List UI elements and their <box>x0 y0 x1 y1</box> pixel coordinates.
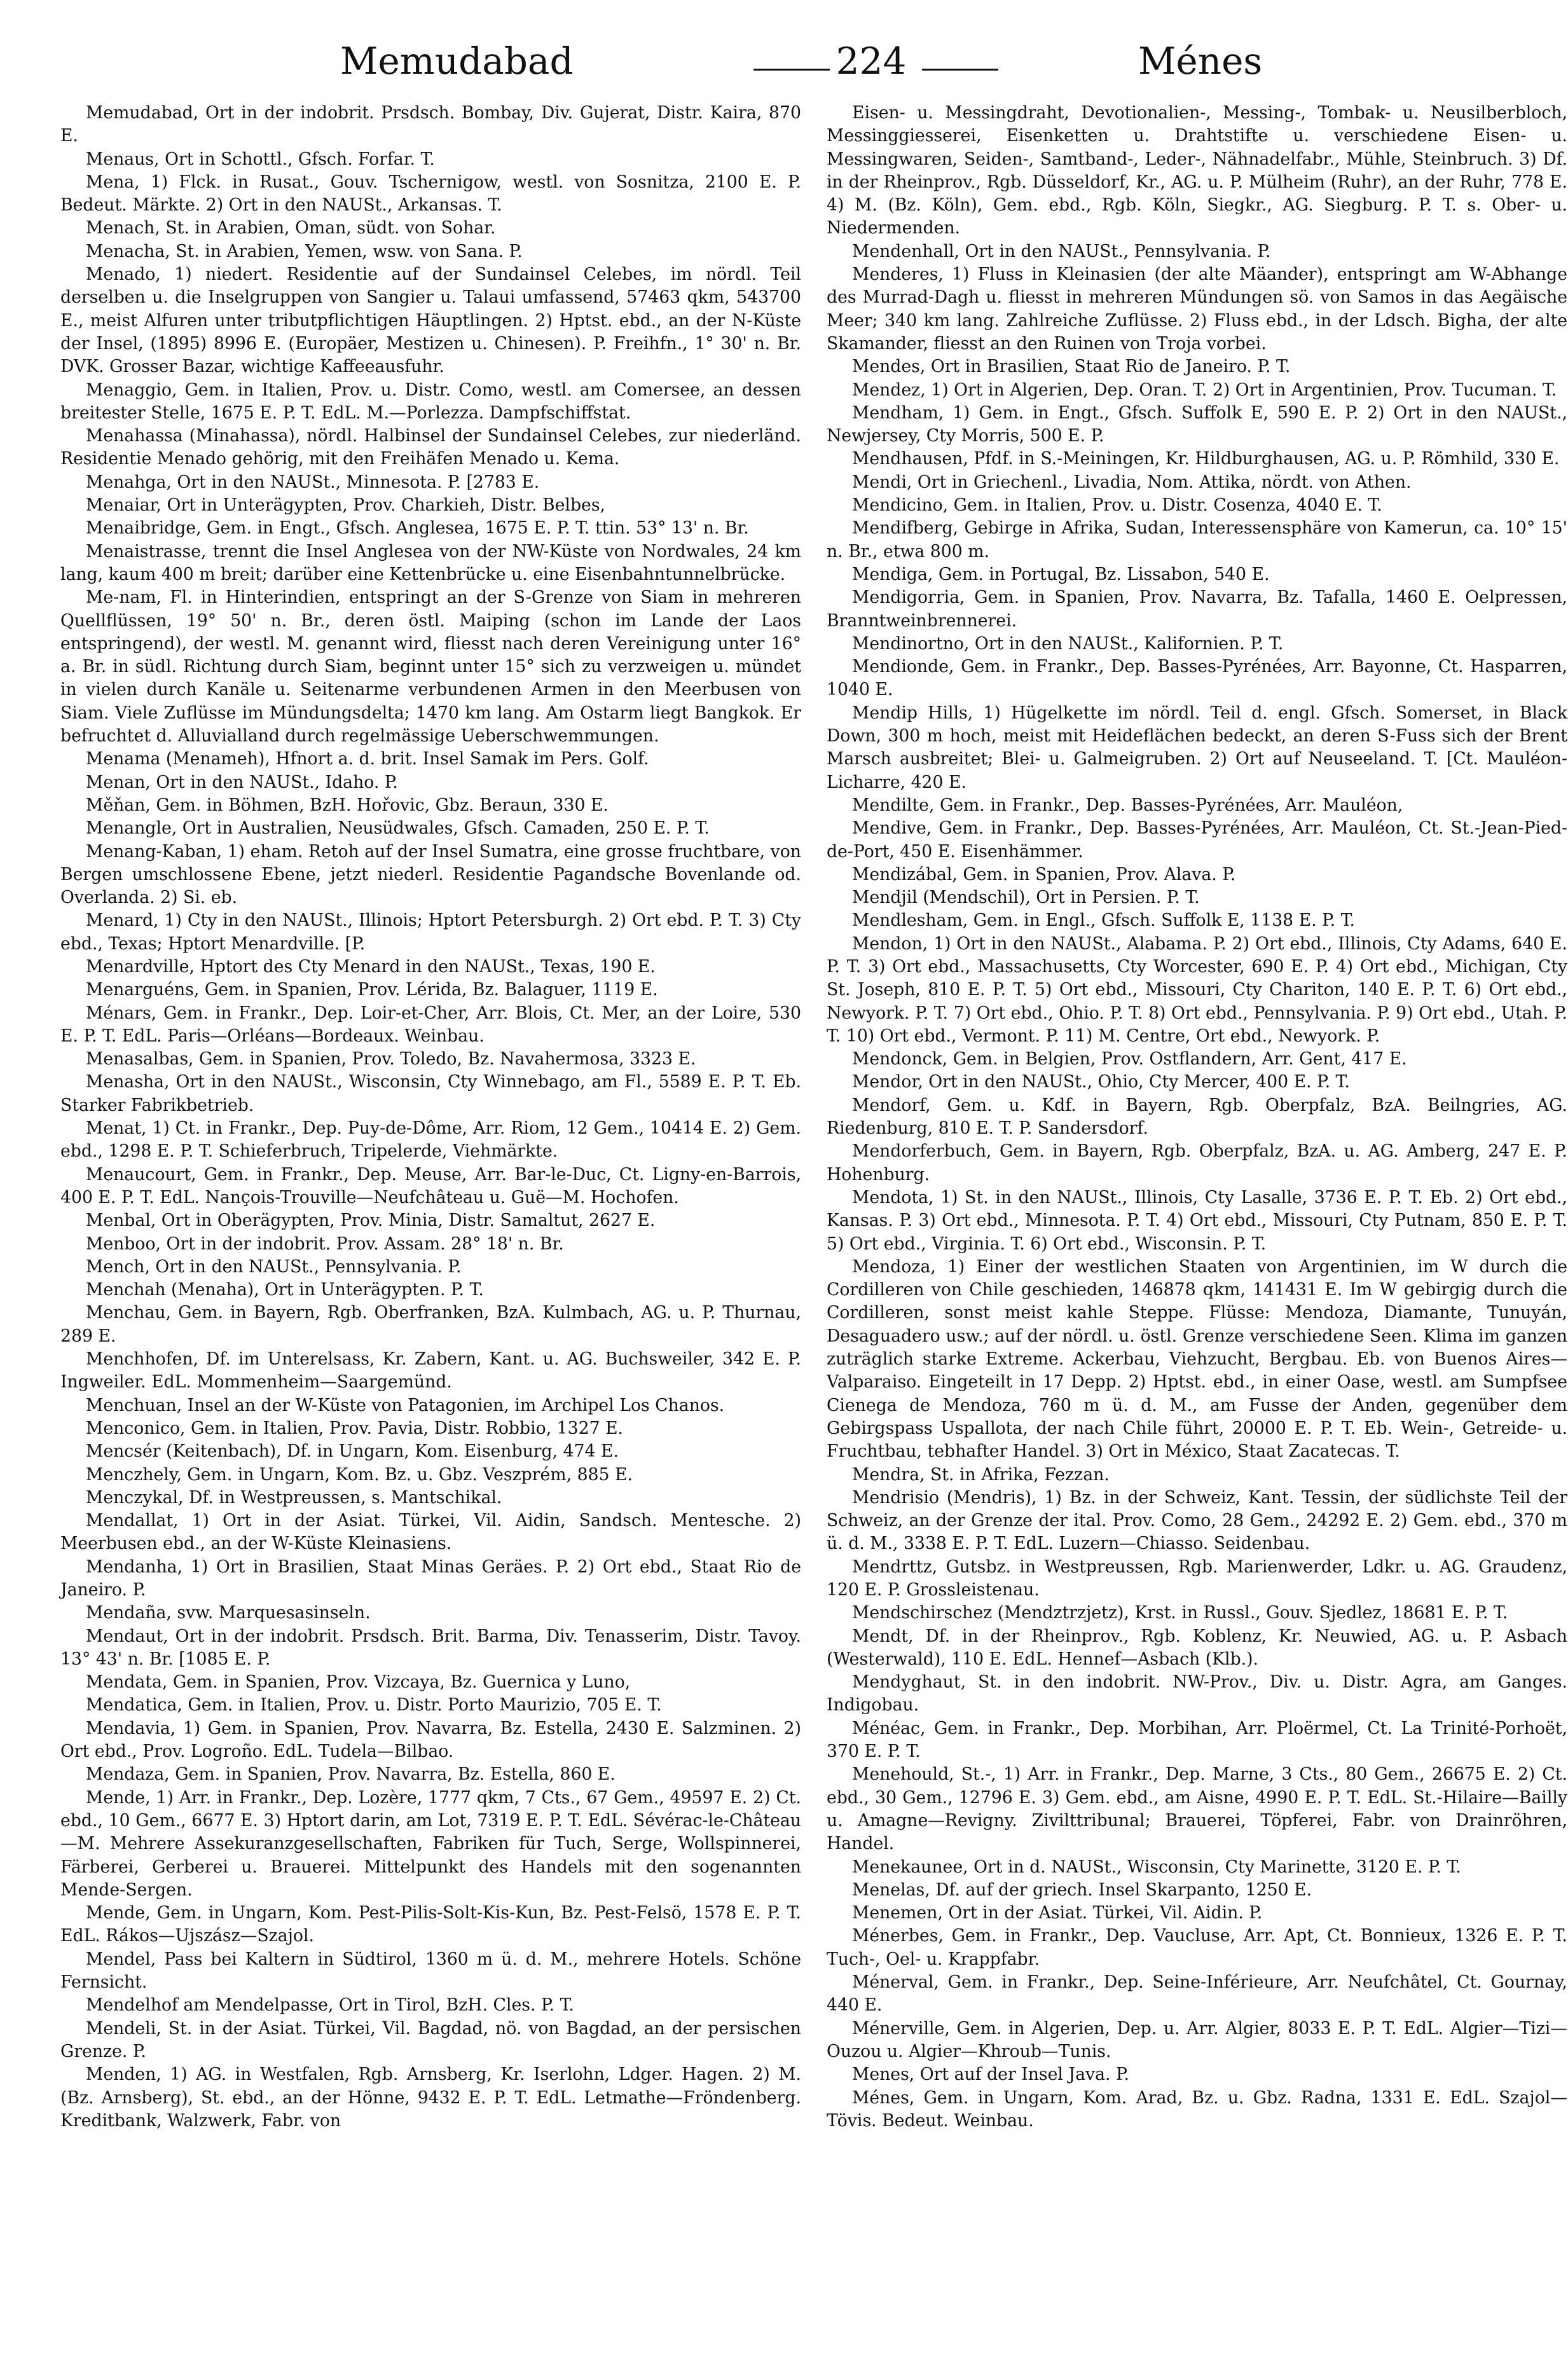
gazetteer-entry: Mendiga, Gem. in Portugal, Bz. Lissabon, 540 E. <box>852 564 1270 584</box>
gazetteer-entry: Ménerville, Gem. in Algerien, Dep. u. Arr. Algier, 8033 E. P. T. EdL. Algier—Tizi—Ouzou u. Algier—Khroub—Tunis. <box>827 2018 1567 2061</box>
gazetteer-entry: Mendschirschez (Mendztrzjetz), Krst. in Russl., Gouv. Sjedlez, 18681 E. P. T. <box>852 1603 1508 1623</box>
gazetteer-entry: Menchah (Menaha), Ort in Unterägypten. P. T. <box>86 1280 484 1300</box>
gazetteer-entry: Menacha, St. in Arabien, Yemen, wsw. von Sana. P. <box>86 241 523 261</box>
gazetteer-entry: Menat, 1) Ct. in Frankr., Dep. Puy-de-Dôme, Arr. Riom, 12 Gem., 10414 E. 2) Gem. ebd., 1298 E. P. T. Schieferbruch, Tripelerde, Viehmärkte. <box>60 1118 801 1162</box>
gazetteer-entry: Mendaza, Gem. in Spanien, Prov. Navarra, Bz. Estella, 860 E. <box>86 1764 616 1785</box>
gazetteer-entry: Menconico, Gem. in Italien, Prov. Pavia, Distr. Robbio, 1327 E. <box>86 1418 624 1438</box>
gazetteer-entry: Menehould, St.-, 1) Arr. in Frankr., Dep. Marne, 3 Cts., 80 Gem., 26675 E. 2) Ct. ebd., 30 Gem., 12796 E. 3) Gem. ebd., am Aisne, 4990 E. P. T. EdL. St.-Hilaire—Bailly u. Amagne—Revigny. Zivilttribunal; Brauerei, Töpferei, Fabr. von Drainröhren, Handel. <box>827 1764 1567 1854</box>
gazetteer-entry: Mendatica, Gem. in Italien, Prov. u. Distr. Porto Maurizio, 705 E. T. <box>86 1695 662 1715</box>
gazetteer-entry: Mendeli, St. in der Asiat. Türkei, Vil. Bagdad, nö. von Bagdad, an der persischen Grenze. P. <box>60 2018 801 2061</box>
gazetteer-entry: Menama (Menameh), Hfnort a. d. brit. Insel Samak im Pers. Golf. <box>86 749 649 769</box>
gazetteer-entry: Menaiar, Ort in Unterägypten, Prov. Charkieh, Distr. Belbes, <box>86 495 606 516</box>
gazetteer-entry: Menekaunee, Ort in d. NAUSt., Wisconsin, Cty Marinette, 3120 E. P. T. <box>852 1857 1461 1877</box>
gazetteer-entry: Menczykal, Df. in Westpreussen, s. Mantschikal. <box>86 1487 502 1508</box>
gazetteer-entry: Menchau, Gem. in Bayern, Rgb. Oberfranken, BzA. Kulmbach, AG. u. P. Thurnau, 289 E. <box>60 1303 801 1346</box>
gazetteer-entry: Mendavia, 1) Gem. in Spanien, Prov. Navarra, Bz. Estella, 2430 E. Salzminen. 2) Ort ebd., Prov. Logroño. EdL. Tudela—Bilbao. <box>60 1718 801 1762</box>
gazetteer-entry: Mench, Ort in den NAUSt., Pennsylvania. P. <box>86 1256 462 1277</box>
gazetteer-entry: Mendjil (Mendschil), Ort in Persien. P. T. <box>852 888 1200 908</box>
gazetteer-entry: Mendifberg, Gebirge in Afrika, Sudan, Interessensphäre von Kamerun, ca. 10° 15' n. Br., etwa 800 m. <box>827 518 1567 561</box>
gazetteer-entry: Menboo, Ort in der indobrit. Prov. Assam. 28° 18' n. Br. <box>86 1234 564 1254</box>
gazetteer-entry: Mendive, Gem. in Frankr., Dep. Basses-Pyrénées, Arr. Mauléon, Ct. St.-Jean-Pied-de-Port, 450 E. Eisenhämmer. <box>827 818 1567 862</box>
running-head-left: Memudabad <box>340 39 574 83</box>
gazetteer-entry: Mendinortno, Ort in den NAUSt., Kalifornien. P. T. <box>852 633 1284 654</box>
gazetteer-entry: Menaibridge, Gem. in Engt., Gfsch. Anglesea, 1675 E. P. T. ttin. 53° 13' n. Br. <box>86 518 749 539</box>
gazetteer-entry: Menan, Ort in den NAUSt., Idaho. P. <box>86 772 398 792</box>
gazetteer-entry: Menczhely, Gem. in Ungarn, Kom. Bz. u. Gbz. Veszprém, 885 E. <box>86 1464 633 1485</box>
gazetteer-entry: Mendham, 1) Gem. in Engt., Gfsch. Suffolk E, 590 E. P. 2) Ort in den NAUSt., Newjersey, Cty Morris, 500 E. P. <box>827 402 1567 446</box>
gazetteer-entry: Mendip Hills, 1) Hügelkette im nördl. Teil d. engl. Gfsch. Somerset, in Black Down, 300 m hoch, meist mit Heideflächen bedeckt, an deren S-Fuss sich der Brent Marsch ausbreitet; Blei- u. Galmeigruben. 2) Ort auf Neuseeland. T. [Ct. Mauléon-Licharre, 420 E. <box>827 703 1567 792</box>
gazetteer-entry: Měňan, Gem. in Böhmen, BzH. Hořovic, Gbz. Beraun, 330 E. <box>86 795 609 815</box>
gazetteer-entry: Ménerbes, Gem. in Frankr., Dep. Vaucluse, Arr. Apt, Ct. Bonnieux, 1326 E. P. T. Tuch-, Oel- u. Krappfabr. <box>827 1926 1567 1969</box>
gazetteer-entry: Mendrttz, Gutsbz. in Westpreussen, Rgb. Marienwerder, Ldkr. u. AG. Graudenz, 120 E. P. Grossleistenau. <box>827 1557 1567 1600</box>
gazetteer-entry: Mendizábal, Gem. in Spanien, Prov. Alava. P. <box>852 864 1236 884</box>
gazetteer-entry: Mendor, Ort in den NAUSt., Ohio, Cty Mercer, 400 E. P. T. <box>852 1072 1350 1092</box>
gazetteer-entry: Menaus, Ort in Schottl., Gfsch. Forfar. T. <box>86 149 435 169</box>
gazetteer-entry: Mendra, St. in Afrika, Fezzan. <box>852 1464 1110 1485</box>
gazetteer-entry: Menchuan, Insel an der W-Küste von Patagonien, im Archipel Los Chanos. <box>86 1395 725 1415</box>
gazetteer-entry: Menasalbas, Gem. in Spanien, Prov. Toledo, Bz. Navahermosa, 3323 E. <box>86 1049 696 1069</box>
gazetteer-entry: Menach, St. in Arabien, Oman, südt. von Sohar. <box>86 218 496 238</box>
gazetteer-entry: Menes, Ort auf der Insel Java. P. <box>852 2065 1130 2085</box>
gazetteer-entry: Mende, 1) Arr. in Frankr., Dep. Lozère, 1777 qkm, 7 Cts., 67 Gem., 49597 E. 2) Ct. ebd., 10 Gem., 6677 E. 3) Hptort darin, am Lot, 7319 E. P. T. EdL. Sévérac-le-Château—M. Mehrere Assekuranzgesellschaften, Fabriken für Tuch, Serge, Wollspinnerei, Färberei, Gerberei u. Brauerei. Mittelpunkt des Handels mit den sogenannten Mende-Sergen. <box>60 1787 801 1900</box>
gazetteer-entry: Menaggio, Gem. in Italien, Prov. u. Distr. Como, westl. am Comersee, an dessen breitester Stelle, 1675 E. P. T. EdL. M.—Porlezza. Dampfschiffstat. <box>60 380 801 423</box>
gazetteer-entry: Menado, 1) niedert. Residentie auf der Sundainsel Celebes, im nördl. Teil derselben u. die Inselgruppen von Sangier u. Talaui umfassend, 57463 qkm, 543700 E., meist Alfuren unter tributpflichtigen Häuptlingen. 2) Hptst. ebd., an der N-Küste der Insel, (1895) 8996 E. (Europäer, Mestizen u. Chinesen). P. Freihfn., 1° 30' n. Br. DVK. Grosser Bazar, wichtige Kaffeeausfuhr. <box>60 265 801 377</box>
gazetteer-entry: Menaistrasse, trennt die Insel Anglesea von der NW-Küste von Nordwales, 24 km lang, kaum 400 m breit; darüber eine Kettenbrücke u. eine Eisenbahntunnelbrücke. <box>60 541 801 584</box>
gazetteer-entry: Menasha, Ort in den NAUSt., Wisconsin, Cty Winnebago, am Fl., 5589 E. P. T. Eb. Starker Fabrikbetrieb. <box>60 1072 801 1115</box>
gazetteer-entry: Mendonck, Gem. in Belgien, Prov. Ostflandern, Arr. Gent, 417 E. <box>852 1049 1407 1069</box>
gazetteer-entry: Mendlesham, Gem. in Engl., Gfsch. Suffolk E, 1138 E. P. T. <box>852 911 1355 931</box>
gazetteer-entry: Mendel, Pass bei Kaltern in Südtirol, 1360 m ü. d. M., mehrere Hotels. Schöne Fernsicht. <box>60 1949 801 1993</box>
gazetteer-entry: Mendoza, 1) Einer der westlichen Staaten von Argentinien, im W durch die Cordilleren von Chile geschieden, 146878 qkm, 141431 E. Im W gebirgig durch die Cordilleren, sonst meist kahle Steppe. Flüsse: Mendoza, Diamante, Tunuyán, Desaguadero usw.; auf der nördl. u. östl. Grenze verschiedene Seen. Klima im ganzen zuträglich starke Extreme. Ackerbau, Viehzucht, Bergbau. Eb. von Buenos Aires—Valparaiso. Eingeteilt in 17 Depp. 2) Hptst. ebd., in einer Oase, westl. am Sumpfsee Cienega de Mendoza, 760 m ü. d. M., am Fusse der Anden, gegenüber dem Gebirgspass Uspallota, der nach Chile führt, 20000 E. P. T. Eb. Wein-, Getreide- u. Fruchtbau, tebhafter Handel. 3) Ort in México, Staat Zacatecas. T. <box>827 1256 1567 1462</box>
gazetteer-entry: Mendaut, Ort in der indobrit. Prsdsch. Brit. Barma, Div. Tenasserim, Distr. Tavoy. 13° 43' n. Br. [1085 E. P. <box>60 1626 801 1669</box>
gazetteer-entry: Ménes, Gem. in Ungarn, Kom. Arad, Bz. u. Gbz. Radna, 1331 E. EdL. Szajol—Tövis. Bedeut. Weinbau. <box>827 2087 1567 2131</box>
running-head-right: Ménes <box>1138 39 1263 83</box>
gazetteer-entry: Mendota, 1) St. in den NAUSt., Illinois, Cty Lasalle, 3736 E. P. T. Eb. 2) Ort ebd., Kansas. P. 3) Ort ebd., Minnesota. P. T. 4) Ort ebd., Missouri, Cty Putnam, 850 E. P. T. 5) Ort ebd., Virginia. T. 6) Ort ebd., Wisconsin. P. T. <box>827 1187 1567 1254</box>
gazetteer-entry: Menahassa (Minahassa), nördl. Halbinsel der Sundainsel Celebes, zur niederländ. Residentie Menado gehörig, mit den Freihäfen Menado u. Kema. <box>60 426 801 469</box>
gazetteer-entry: Mendon, 1) Ort in den NAUSt., Alabama. P. 2) Ort ebd., Illinois, Cty Adams, 640 E. P. T. 3) Ort ebd., Massachusetts, Cty Worcester, 690 E. P. 4) Ort ebd., Michigan, Cty St. Joseph, 810 E. P. T. 5) Ort ebd., Missouri, Cty Chariton, 140 E. P. T. 6) Ort ebd., Newyork. P. T. 7) Ort ebd., Ohio. P. T. 8) Ort ebd., Pennsylvania. P. 9) Ort ebd., Utah. P. T. 10) Ort ebd., Vermont. P. 11) M. Centre, Ort ebd., Newyork. P. <box>827 933 1567 1046</box>
gazetteer-entry: Menang-Kaban, 1) eham. Retoh auf der Insel Sumatra, eine grosse fruchtbare, von Bergen umschlossene Ebene, jetzt niederl. Residentie Pagandsche Bovenlande od. Overlanda. 2) Si. eb. <box>60 841 801 908</box>
gazetteer-entry: Mende, Gem. in Ungarn, Kom. Pest-Pilis-Solt-Kis-Kun, Bz. Pest-Felsö, 1578 E. P. T. EdL. Rákos—Ujszász—Szajol. <box>60 1903 801 1946</box>
gazetteer-entry: Menelas, Df. auf der griech. Insel Skarpanto, 1250 E. <box>852 1880 1312 1900</box>
gazetteer-entry: Mendt, Df. in der Rheinprov., Rgb. Koblenz, Kr. Neuwied, AG. u. P. Asbach (Westerwald), 110 E. EdL. Hennef—Asbach (Klb.). <box>827 1626 1567 1669</box>
gazetteer-entry: Menardville, Hptort des Cty Menard in den NAUSt., Texas, 190 E. <box>86 956 656 977</box>
gazetteer-entry: Mendanha, 1) Ort in Brasilien, Staat Minas Geräes. P. 2) Ort ebd., Staat Rio de Janeiro. P. <box>60 1557 801 1600</box>
gazetteer-entry: Menbal, Ort in Oberägypten, Prov. Minia, Distr. Samaltut, 2627 E. <box>86 1211 656 1231</box>
gazetteer-entry: Mendata, Gem. in Spanien, Prov. Vizcaya, Bz. Guernica y Luno, <box>86 1672 631 1693</box>
gazetteer-entry: Mendilte, Gem. in Frankr., Dep. Basses-Pyrénées, Arr. Mauléon, <box>852 795 1403 815</box>
gazetteer-entry: Mendicino, Gem. in Italien, Prov. u. Distr. Cosenza, 4040 E. T. <box>852 495 1382 516</box>
gazetteer-entry: Menemen, Ort in der Asiat. Türkei, Vil. Aidin. P. <box>852 1903 1263 1923</box>
gazetteer-entry: Mendhausen, Pfdf. in S.-Meiningen, Kr. Hildburghausen, AG. u. P. Römhild, 330 E. <box>852 449 1560 469</box>
gazetteer-entry: Mendionde, Gem. in Frankr., Dep. Basses-Pyrénées, Arr. Bayonne, Ct. Hasparren, 1040 E. <box>827 657 1567 700</box>
gazetteer-entry: Menarguéns, Gem. in Spanien, Prov. Lérida, Bz. Balaguer, 1119 E. <box>86 980 658 1000</box>
gazetteer-entry: Mendi, Ort in Griechenl., Livadia, Nom. Attika, nördt. von Athen. <box>852 472 1412 492</box>
gazetteer-entry: Menden, 1) AG. in Westfalen, Rgb. Arnsberg, Kr. Iserlohn, Ldger. Hagen. 2) M. (Bz. Arnsberg), St. ebd., an der Hönne, 9432 E. P. T. EdL. Letmathe—Fröndenberg. Kreditbank, Walzwerk, Fabr. von <box>60 2065 801 2131</box>
gazetteer-entry: Mendez, 1) Ort in Algerien, Dep. Oran. T. 2) Ort in Argentinien, Prov. Tucuman. T. <box>852 380 1557 400</box>
gazetteer-entry: Mendrisio (Mendris), 1) Bz. in der Schweiz, Kant. Tessin, der südlichste Teil der Schweiz, an der Grenze der ital. Prov. Como, 28 Gem., 24292 E. 2) Gem. ebd., 370 m ü. d. M., 3338 E. P. T. EdL. Luzern—Chiasso. Seidenbau. <box>827 1487 1567 1554</box>
gazetteer-entry: Menderes, 1) Fluss in Kleinasien (der alte Mäander), entspringt am W-Abhange des Murrad-Dagh u. fliesst in mehreren Mündungen sö. von Samos in das Aegäische Meer; 340 km lang. Zahlreiche Zuflüsse. 2) Fluss ebd., in der Ldsch. Bigha, der alte Skamander, fliesst an den Ruinen von Troja vorbei. <box>827 265 1567 354</box>
right-column <box>827 102 1567 2133</box>
gazetteer-entry: Menahga, Ort in den NAUSt., Minnesota. P. [2783 E. <box>86 472 540 492</box>
gazetteer-entry: Me-nam, Fl. in Hinterindien, entspringt an der S-Grenze von Siam in mehreren Quellflüssen, 19° 50' n. Br., deren östl. Maiping (schon im Lande der Laos entspringend), der westl. M. genannt wird, fliesst nach deren Vereinigung unter 16° a. Br. in südl. Richtung durch Siam, beginnt unter 15° sich zu verzweigen u. mündet in vielen durch Kanäle u. Seitenarme verbundenen Armen in den Meerbusen von Siam. Viele Zuflüsse im Mündungsdelta; 1470 km lang. Am Ostarm liegt Bangkok. Er befruchtet d. Alluvialland durch regelmässige Ueberschwemmungen. <box>60 588 801 746</box>
gazetteer-entry: Mendelhof am Mendelpasse, Ort in Tirol, BzH. Cles. P. T. <box>86 1995 574 2016</box>
gazetteer-entry: Menard, 1) Cty in den NAUSt., Illinois; Hptort Petersburgh. 2) Ort ebd. P. T. 3) Cty ebd., Texas; Hptort Menardville. [P. <box>60 911 801 954</box>
left-column <box>60 102 801 2133</box>
gazetteer-entry: Mendaña, svw. Marquesasinseln. <box>86 1603 371 1623</box>
gazetteer-entry: Mendorferbuch, Gem. in Bayern, Rgb. Oberpfalz, BzA. u. AG. Amberg, 247 E. P. Hohenburg. <box>827 1141 1567 1185</box>
gazetteer-entry: Menangle, Ort in Australien, Neusüdwales, Gfsch. Camaden, 250 E. P. T. <box>86 818 710 839</box>
gazetteer-entry: Mendenhall, Ort in den NAUSt., Pennsylvania. P. <box>852 241 1271 261</box>
gazetteer-entry: Mendorf, Gem. u. Kdf. in Bayern, Rgb. Oberpfalz, BzA. Beilngries, AG. Riedenburg, 810 E. T. P. Sandersdorf. <box>827 1095 1567 1139</box>
gazetteer-entry: Menaucourt, Gem. in Frankr., Dep. Meuse, Arr. Bar-le-Duc, Ct. Ligny-en-Barrois, 400 E. P. T. EdL. Nançois-Trouville—Neufchâteau u. Guë—M. Hochofen. <box>60 1164 801 1207</box>
gazetteer-entry: Mendallat, 1) Ort in der Asiat. Türkei, Vil. Aidin, Sandsch. Mentesche. 2) Meerbusen ebd., an der W-Küste Kleinasiens. <box>60 1511 801 1554</box>
gazetteer-entry: Mencsér (Keitenbach), Df. in Ungarn, Kom. Eisenburg, 474 E. <box>86 1441 619 1462</box>
gazetteer-entry: Mendigorria, Gem. in Spanien, Prov. Navarra, Bz. Tafalla, 1460 E. Oelpressen, Branntweinbrennerei. <box>827 588 1567 631</box>
page-header <box>70 39 1498 97</box>
header-rule-right <box>922 69 998 71</box>
page-number: 224 <box>836 39 907 83</box>
gazetteer-entry: Ménéac, Gem. in Frankr., Dep. Morbihan, Arr. Ploërmel, Ct. La Trinité-Porhoët, 370 E. P. T. <box>827 1718 1567 1762</box>
gazetteer-entry: Mendyghaut, St. in den indobrit. NW-Prov., Div. u. Distr. Agra, am Ganges. Indigobau. <box>827 1672 1567 1715</box>
gazetteer-entry: Menchhofen, Df. im Unterelsass, Kr. Zabern, Kant. u. AG. Buchsweiler, 342 E. P. Ingweiler. EdL. Mommenheim—Saargemünd. <box>60 1349 801 1392</box>
gazetteer-entry: Mena, 1) Flck. in Rusat., Gouv. Tschernigow, westl. von Sosnitza, 2100 E. P. Bedeut. Märkte. 2) Ort in den NAUSt., Arkansas. T. <box>60 172 801 216</box>
gazetteer-entry: Memudabad, Ort in der indobrit. Prsdsch. Bombay, Div. Gujerat, Distr. Kaira, 870 E. <box>60 103 801 146</box>
gazetteer-entry: Ménars, Gem. in Frankr., Dep. Loir-et-Cher, Arr. Blois, Ct. Mer, an der Loire, 530 E. P. T. EdL. Paris—Orléans—Bordeaux. Weinbau. <box>60 1003 801 1046</box>
gazetteer-entry: Mendes, Ort in Brasilien, Staat Rio de Janeiro. P. T. <box>852 357 1291 377</box>
gazetteer-entry: Eisen- u. Messingdraht, Devotionalien-, Messing-, Tombak- u. Neusilberbloch, Messinggiesserei, Eisenketten u. Drahtstifte u. verschiedene Eisen- u. Messingwaren, Seiden-, Samtband-, Leder-, Nähnadelfabr., Mühle, Steinbruch. 3) Df. in der Rheinprov., Rgb. Düsseldorf, Kr., AG. u. P. Mülheim (Ruhr), an der Ruhr, 778 E. 4) M. (Bz. Köln), Gem. ebd., Rgb. Köln, Siegkr., AG. Siegburg. P. T. s. Ober- u. Niedermenden. <box>827 103 1567 238</box>
gazetteer-entry: Ménerval, Gem. in Frankr., Dep. Seine-Inférieure, Arr. Neufchâtel, Ct. Gournay, 440 E. <box>827 1972 1567 2016</box>
